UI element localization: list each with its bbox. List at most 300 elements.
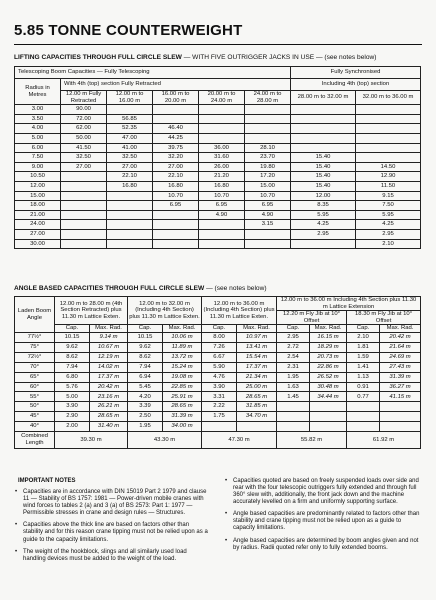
capacity-cell: 44.25: [153, 134, 199, 144]
max-radius-cell: 28.65 m: [90, 412, 128, 422]
capacity-cell: [107, 191, 153, 201]
max-radius-cell: 34.70 m: [237, 412, 277, 422]
section1-heading-text: LIFTING CAPACITIES THROUGH FULL CIRCLE SLEW: [14, 54, 182, 61]
capacity-cell: 41.00: [107, 143, 153, 153]
capacity-cell: 2.95: [291, 229, 356, 239]
capacity-cell: 1.63: [277, 382, 310, 392]
capacity-cell: 39.75: [153, 143, 199, 153]
capacity-cell: 47.00: [107, 134, 153, 144]
capacity-cell: 5.76: [55, 382, 90, 392]
capacity-cell: 9.15: [356, 191, 421, 201]
capacity-cell: [153, 229, 199, 239]
capacity-cell: 4.25: [356, 220, 421, 230]
table-row: [15, 372, 421, 382]
table-row: [15, 210, 421, 220]
capacity-cell: [245, 134, 291, 144]
capacity-cell: [107, 210, 153, 220]
max-radius-cell: [380, 402, 421, 412]
capacity-cell: 3.90: [202, 382, 237, 392]
including-subheader: Including 4th (top) section: [291, 79, 421, 91]
capacity-cell: 10.70: [153, 191, 199, 201]
note-item: • Capacities above the thick line are based on factors other than stability and for this reason crane tipping must not be relied upon as a guide to the capacity limitations.: [14, 522, 210, 543]
capacity-cell: [61, 210, 107, 220]
max-radius-cell: 21.34 m: [237, 372, 277, 382]
capacity-cell: 50.00: [61, 134, 107, 144]
boom-angle-cell: 65°: [15, 372, 55, 382]
lifting-capacities-table: [14, 66, 421, 249]
note-item: • Capacities quoted are based on freely suspended loads over side and rear with the four telescopic outriggers fully extended and through full 360° slew with, additionally, the front jack down and the machine accurately levelled on a firm and uniformly supporting surface.: [224, 478, 420, 506]
capacity-cell: 15.40: [291, 181, 356, 191]
section1-heading: [14, 54, 376, 61]
radius-cell: 27.00: [15, 229, 61, 239]
max-radius-cell: 15.24 m: [163, 362, 202, 372]
laden-angle-header: Laden Boom Angle: [15, 297, 55, 333]
capacity-cell: [199, 239, 245, 249]
capacity-cell: 11.50: [356, 181, 421, 191]
capacity-cell: 5.45: [128, 382, 163, 392]
max-radius-cell: 34.00 m: [163, 422, 202, 432]
capacity-cell: [61, 181, 107, 191]
combined-length-cell: 61.92 m: [347, 431, 421, 448]
max-radius-cell: 25.91 m: [163, 392, 202, 402]
capacity-cell: [291, 143, 356, 153]
capacity-cell: 4.90: [245, 210, 291, 220]
capacity-cell: 9.62: [128, 342, 163, 352]
boom-angle-cell: 72½°: [15, 352, 55, 362]
capacity-cell: 41.50: [61, 143, 107, 153]
capacity-cell: 15.00: [245, 181, 291, 191]
table-row: [15, 162, 421, 172]
capacity-cell: 1.45: [277, 392, 310, 402]
radius-cell: 5.00: [15, 134, 61, 144]
capacity-cell: [153, 239, 199, 249]
capacity-cell: [153, 114, 199, 124]
max-radius-cell: [380, 412, 421, 422]
capacity-cell: [356, 134, 421, 144]
max-radius-cell: 26.52 m: [310, 372, 347, 382]
max-radius-cell: 13.72 m: [163, 352, 202, 362]
capacity-cell: 2.72: [277, 342, 310, 352]
capacity-cell: 4.76: [202, 372, 237, 382]
capacity-cell: 56.85: [107, 114, 153, 124]
radius-cell: 3.50: [15, 114, 61, 124]
page-title: 5.85 TONNE COUNTERWEIGHT: [14, 22, 243, 39]
capacity-cell: [61, 191, 107, 201]
capacity-cell: 7.50: [356, 201, 421, 211]
combined-length-cell: 39.30 m: [55, 431, 128, 448]
boom-length-header: 32.00 m to 36.00 m: [356, 91, 421, 105]
table-row: [15, 392, 421, 402]
capacity-cell: 5.95: [356, 210, 421, 220]
capacity-cell: 22.10: [107, 172, 153, 182]
capacity-cell: 10.70: [199, 191, 245, 201]
capacity-cell: 27.00: [107, 162, 153, 172]
capacity-cell: [202, 422, 237, 432]
table-row: [15, 220, 421, 230]
radius-cell: 3.00: [15, 105, 61, 115]
max-radius-cell: 22.86 m: [310, 362, 347, 372]
telescoping-group-header: Telescoping Boom Capacities — Fully Telescoping: [15, 67, 291, 79]
max-radius-cell: [380, 422, 421, 432]
cap-header: Cap.: [277, 325, 310, 333]
capacity-cell: 16.80: [107, 181, 153, 191]
capacity-cell: 4.20: [128, 392, 163, 402]
capacity-cell: [107, 220, 153, 230]
capacity-cell: 32.50: [61, 153, 107, 163]
capacity-cell: 1.75: [202, 412, 237, 422]
table-row: [15, 201, 421, 211]
section2-heading-sub: — (see notes below): [204, 285, 267, 292]
max-radius-cell: 36.27 m: [380, 382, 421, 392]
capacity-cell: 46.40: [153, 124, 199, 134]
max-radius-cell: 28.65 m: [237, 392, 277, 402]
max-radius-cell: [310, 422, 347, 432]
capacity-cell: 15.40: [291, 172, 356, 182]
capacity-cell: 26.00: [199, 162, 245, 172]
capacity-cell: [356, 114, 421, 124]
note-item: • Angle based capacities are determined by boom angles given and not by radius. Radii quoted refer only to fully extended booms.: [224, 538, 420, 552]
capacity-cell: 15.40: [291, 153, 356, 163]
notes-left-column: [14, 478, 210, 568]
boom-length-header: 20.00 m to 24.00 m: [199, 91, 245, 105]
capacity-cell: [61, 229, 107, 239]
capacity-cell: 19.80: [245, 162, 291, 172]
max-radius-cell: 22.85 m: [163, 382, 202, 392]
max-radius-cell: 20.73 m: [310, 352, 347, 362]
capacity-cell: [356, 105, 421, 115]
table-row: [15, 352, 421, 362]
capacity-cell: 2.31: [277, 362, 310, 372]
max-radius-cell: 10.67 m: [90, 342, 128, 352]
capacity-cell: [291, 134, 356, 144]
table-row: [15, 362, 421, 372]
capacity-cell: 27.00: [153, 162, 199, 172]
capacity-cell: [245, 229, 291, 239]
capacity-cell: 2.22: [202, 402, 237, 412]
capacity-cell: 22.10: [153, 172, 199, 182]
capacity-cell: 6.94: [128, 372, 163, 382]
capacity-cell: 5.90: [202, 362, 237, 372]
max-radius-cell: [237, 422, 277, 432]
boom-length-header: 24.00 m to 28.00 m: [245, 91, 291, 105]
capacity-cell: [277, 412, 310, 422]
max-radius-cell: 18.29 m: [310, 342, 347, 352]
capacity-cell: 21.20: [199, 172, 245, 182]
capacity-cell: 6.80: [55, 372, 90, 382]
capacity-cell: 12.00: [291, 191, 356, 201]
max-radius-cell: 16.15 m: [310, 333, 347, 343]
note-item: • The weight of the hookblock, slings and all similarly used load handling devices must be added to the weight of the load.: [14, 549, 210, 563]
radius-cell: 21.00: [15, 210, 61, 220]
table-row: [15, 181, 421, 191]
angle-group-4-header: 12.00 m to 36.00 m Including 4th Section plus 11.30 m Lattice Extension: [277, 297, 421, 311]
max-radius-cell: 26.21 m: [90, 402, 128, 412]
boom-angle-cell: 77½°: [15, 333, 55, 343]
section2-heading: [14, 285, 267, 292]
capacity-cell: 2.90: [55, 412, 90, 422]
capacity-cell: 17.20: [245, 172, 291, 182]
capacity-cell: [347, 402, 380, 412]
max-radius-cell: 11.89 m: [163, 342, 202, 352]
capacity-cell: 72.00: [61, 114, 107, 124]
capacity-cell: [199, 229, 245, 239]
capacity-cell: 1.95: [277, 372, 310, 382]
max-radius-cell: 21.64 m: [380, 342, 421, 352]
capacity-cell: 1.41: [347, 362, 380, 372]
capacity-cell: 1.59: [347, 352, 380, 362]
notes-heading: IMPORTANT NOTES: [18, 478, 76, 484]
table-row: [15, 382, 421, 392]
capacity-cell: [199, 134, 245, 144]
capacity-cell: 7.94: [128, 362, 163, 372]
combined-length-cell: 43.30 m: [128, 431, 202, 448]
boom-length-header: 16.00 m to 20.00 m: [153, 91, 199, 105]
table-row: [15, 105, 421, 115]
max-radius-cell: 19.08 m: [163, 372, 202, 382]
boom-angle-cell: 70°: [15, 362, 55, 372]
capacity-cell: 10.15: [128, 333, 163, 343]
cap-header: Cap.: [55, 325, 90, 333]
radius-cell: 30.00: [15, 239, 61, 249]
capacity-cell: 15.40: [291, 162, 356, 172]
capacity-cell: [107, 229, 153, 239]
table-row: [15, 229, 421, 239]
table-row: [15, 402, 421, 412]
max-radius-cell: [310, 402, 347, 412]
title-divider: [14, 44, 422, 45]
boom-angle-cell: 60°: [15, 382, 55, 392]
capacity-cell: 7.26: [202, 342, 237, 352]
boom-length-header: 12.00 m Fully Retracted: [61, 91, 107, 105]
capacity-cell: [107, 239, 153, 249]
max-radius-cell: 20.42 m: [380, 333, 421, 343]
capacity-cell: [277, 422, 310, 432]
max-radius-cell: 24.69 m: [380, 352, 421, 362]
max-radius-cell: 20.42 m: [90, 382, 128, 392]
capacity-cell: [291, 124, 356, 134]
capacity-cell: [199, 124, 245, 134]
table-row: [15, 172, 421, 182]
max-radius-cell: 25.00 m: [237, 382, 277, 392]
capacity-cell: 1.81: [347, 342, 380, 352]
capacity-cell: 6.95: [245, 201, 291, 211]
capacity-cell: 28.10: [245, 143, 291, 153]
capacity-cell: 0.77: [347, 392, 380, 402]
capacity-cell: [356, 153, 421, 163]
capacity-cell: 6.95: [199, 201, 245, 211]
capacity-cell: 6.67: [202, 352, 237, 362]
max-radius-cell: 9.14 m: [90, 333, 128, 343]
capacity-cell: 6.95: [153, 201, 199, 211]
max-radius-cell: 12.19 m: [90, 352, 128, 362]
capacity-cell: [107, 105, 153, 115]
boom-angle-cell: 40°: [15, 422, 55, 432]
capacity-cell: 3.90: [55, 402, 90, 412]
fly-jib-18-header: 18.30 m Fly Jib at 10° Offset: [347, 311, 421, 325]
max-radius-cell: 30.48 m: [310, 382, 347, 392]
radius-cell: 6.00: [15, 143, 61, 153]
capacity-cell: [61, 239, 107, 249]
max-radius-cell: 17.37 m: [237, 362, 277, 372]
capacity-cell: 5.95: [291, 210, 356, 220]
table-row: [15, 114, 421, 124]
capacity-cell: 5.00: [55, 392, 90, 402]
capacity-cell: 2.00: [55, 422, 90, 432]
radius-cell: 15.00: [15, 191, 61, 201]
capacity-cell: 32.50: [107, 153, 153, 163]
angle-group-3-header: 12.00 m to 36.00 m (Including 4th Section) plus 11.30 m Lattice Exten.: [202, 297, 277, 325]
table-row: [15, 333, 421, 343]
capacity-cell: [153, 210, 199, 220]
max-rad-header: Max. Rad.: [163, 325, 202, 333]
note-item: • Angle based capacities are predominantly related to factors other than stability and crane tipping must not be relied upon as a guide to capacity limitations.: [224, 511, 420, 532]
cap-header: Cap.: [347, 325, 380, 333]
capacity-cell: 2.54: [277, 352, 310, 362]
capacity-cell: [61, 172, 107, 182]
capacity-cell: 1.13: [347, 372, 380, 382]
angle-group-2-header: 12.00 m to 32.00 m (Including 4th Section) plus 11.30 m Lattice Exten.: [128, 297, 202, 325]
capacity-cell: 23.70: [245, 153, 291, 163]
radius-cell: 24.00: [15, 220, 61, 230]
table-row: [15, 239, 421, 249]
max-radius-cell: 31.39 m: [380, 372, 421, 382]
capacity-cell: 0.91: [347, 382, 380, 392]
radius-cell: 12.00: [15, 181, 61, 191]
max-radius-cell: 10.06 m: [163, 333, 202, 343]
capacity-cell: [347, 412, 380, 422]
max-rad-header: Max. Rad.: [237, 325, 277, 333]
capacity-cell: 2.95: [277, 333, 310, 343]
capacity-cell: 36.00: [199, 143, 245, 153]
radius-cell: 7.50: [15, 153, 61, 163]
table-row: [15, 342, 421, 352]
capacity-cell: 8.00: [202, 333, 237, 343]
radius-cell: 9.00: [15, 162, 61, 172]
retracted-subheader: With 4th (top) section Fully Retracted: [61, 79, 291, 91]
capacity-cell: [153, 105, 199, 115]
capacity-cell: 62.00: [61, 124, 107, 134]
capacity-cell: 32.20: [153, 153, 199, 163]
section2-heading-text: ANGLE BASED CAPACITIES THROUGH FULL CIRCLE SLEW: [14, 285, 205, 292]
capacity-cell: [277, 402, 310, 412]
boom-angle-cell: 55°: [15, 392, 55, 402]
radius-cell: 10.50: [15, 172, 61, 182]
capacity-cell: 10.15: [55, 333, 90, 343]
capacity-cell: 14.50: [356, 162, 421, 172]
table-row: [15, 153, 421, 163]
capacity-cell: [291, 105, 356, 115]
max-radius-cell: 34.44 m: [310, 392, 347, 402]
synchronised-group-header: Fully Synchronised: [291, 67, 421, 79]
fly-jib-12-header: 12.20 m Fly Jib at 10° Offset: [277, 311, 347, 325]
max-radius-cell: 10.97 m: [237, 333, 277, 343]
max-radius-cell: 31.39 m: [163, 412, 202, 422]
capacity-cell: [153, 220, 199, 230]
capacity-cell: 31.60: [199, 153, 245, 163]
max-radius-cell: 17.37 m: [90, 372, 128, 382]
section1-heading-sub: — WITH FIVE OUTRIGGER JACKS IN USE — (see notes below): [181, 54, 377, 61]
capacity-cell: [291, 114, 356, 124]
capacity-cell: [245, 105, 291, 115]
capacity-cell: 3.39: [128, 402, 163, 412]
cap-header: Cap.: [202, 325, 237, 333]
max-radius-cell: [310, 412, 347, 422]
capacity-cell: 3.15: [245, 220, 291, 230]
boom-angle-cell: 75°: [15, 342, 55, 352]
capacity-cell: [245, 124, 291, 134]
capacity-cell: [199, 114, 245, 124]
capacity-cell: 12.90: [356, 172, 421, 182]
angle-capacities-table: [14, 296, 421, 449]
table-row: [15, 412, 421, 422]
capacity-cell: 10.70: [245, 191, 291, 201]
capacity-cell: [347, 422, 380, 432]
capacity-cell: 2.10: [347, 333, 380, 343]
capacity-cell: 2.10: [356, 239, 421, 249]
boom-length-header: 12.00 m to 16.00 m: [107, 91, 153, 105]
capacity-cell: 8.62: [128, 352, 163, 362]
combined-length-label: Combined Length: [15, 431, 55, 448]
capacity-cell: [61, 220, 107, 230]
cap-header: Cap.: [128, 325, 163, 333]
max-radius-cell: 28.65 m: [163, 402, 202, 412]
capacity-cell: 16.80: [199, 181, 245, 191]
combined-length-cell: 47.30 m: [202, 431, 277, 448]
capacity-cell: 9.62: [55, 342, 90, 352]
max-radius-cell: 15.54 m: [237, 352, 277, 362]
capacity-cell: 1.95: [128, 422, 163, 432]
capacity-cell: [291, 239, 356, 249]
max-radius-cell: 14.02 m: [90, 362, 128, 372]
notes-right-column: [224, 478, 420, 557]
capacity-cell: 4.25: [291, 220, 356, 230]
capacity-cell: [61, 201, 107, 211]
boom-angle-cell: 45°: [15, 412, 55, 422]
capacity-cell: 16.80: [153, 181, 199, 191]
max-rad-header: Max. Rad.: [310, 325, 347, 333]
note-item: • Capacities are in accordance with DIN 15019 Part 2 1979 and clause 11 — Stability of BS 1757: 1981 — Power-driven mobile cranes with wind forces to tables 2 (a) and 3 (a) of BS 2573: Part 1: 1977 — Permissible stresses in crane and design rules — Structures.: [14, 489, 210, 517]
max-rad-header: Max. Rad.: [90, 325, 128, 333]
capacity-cell: 4.90: [199, 210, 245, 220]
max-radius-cell: 41.15 m: [380, 392, 421, 402]
capacity-cell: [245, 239, 291, 249]
table-row: [15, 422, 421, 432]
max-rad-header: Max. Rad.: [380, 325, 421, 333]
radius-cell: 18.00: [15, 201, 61, 211]
capacity-cell: 2.50: [128, 412, 163, 422]
boom-angle-cell: 50°: [15, 402, 55, 412]
max-radius-cell: 27.43 m: [380, 362, 421, 372]
max-radius-cell: 31.85 m: [237, 402, 277, 412]
max-radius-cell: 23.16 m: [90, 392, 128, 402]
capacity-cell: 27.00: [61, 162, 107, 172]
table-row: [15, 134, 421, 144]
capacity-cell: [356, 124, 421, 134]
capacity-cell: 8.35: [291, 201, 356, 211]
capacity-cell: [356, 143, 421, 153]
capacity-cell: [245, 114, 291, 124]
capacity-cell: [199, 105, 245, 115]
capacity-cell: 7.94: [55, 362, 90, 372]
max-radius-cell: 31.40 m: [90, 422, 128, 432]
table-row: [15, 191, 421, 201]
radius-header: Radius in Metres: [15, 79, 61, 105]
capacity-cell: 2.95: [356, 229, 421, 239]
capacity-cell: 52.35: [107, 124, 153, 134]
table-row: [15, 143, 421, 153]
combined-length-cell: 55.82 m: [277, 431, 347, 448]
capacity-cell: 8.62: [55, 352, 90, 362]
